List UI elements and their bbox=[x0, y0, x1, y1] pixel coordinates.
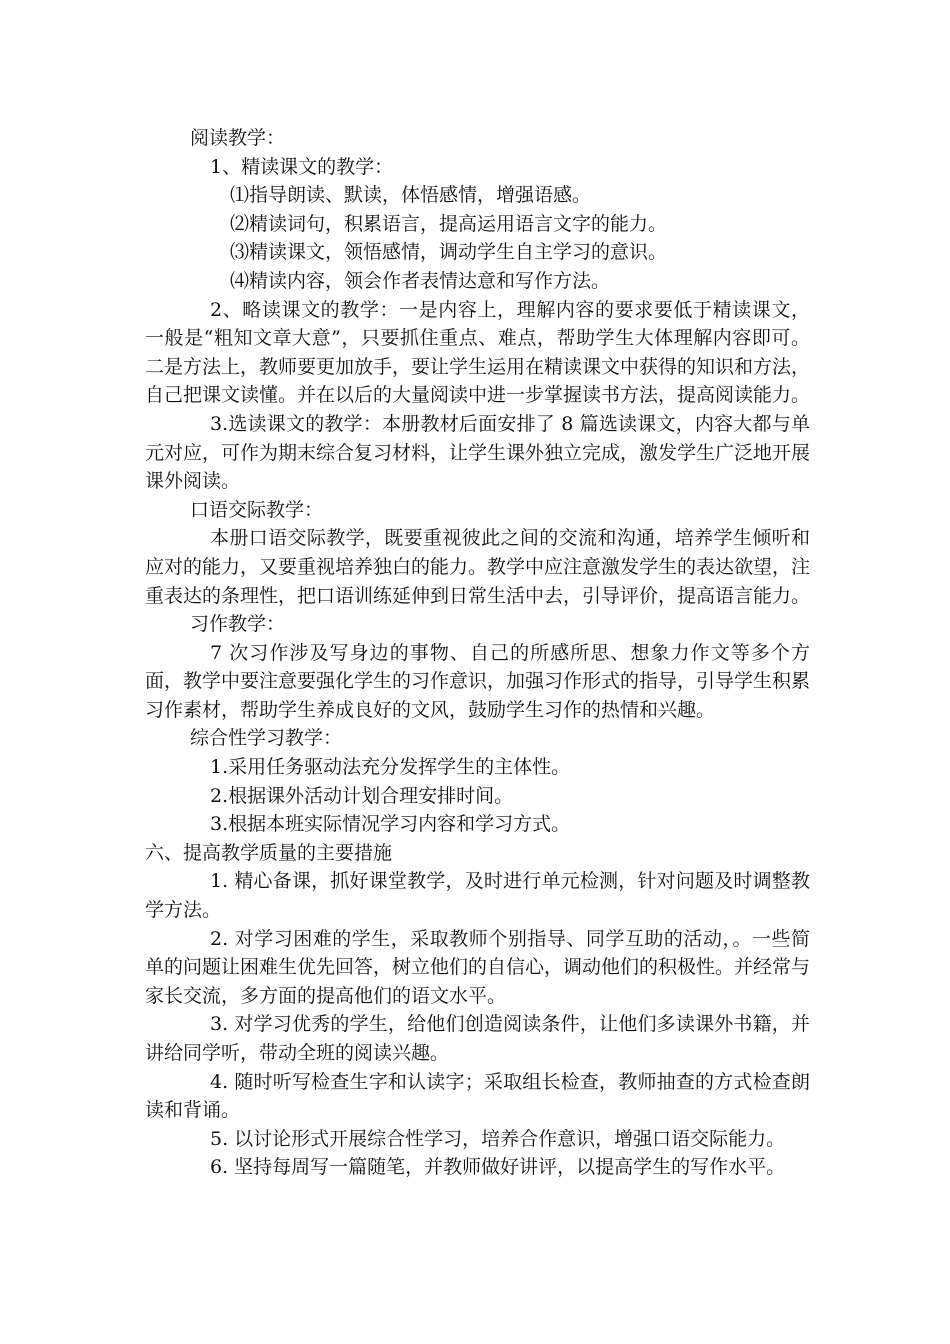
measure-item: 2. 对学习困难的学生，采取教师个别指导、同学互助的活动，。一些简单的问题让困难生优先回答，树立他们的自信心，调动他们的积极性。并经常与家长交流，多方面的提高他们的语文水平。 bbox=[145, 927, 811, 1007]
measure-item: 3. 对学习优秀的学生，给他们创造阅读条件，让他们多读课外书籍，并讲给同学听，带动全班的阅读兴趣。 bbox=[145, 1013, 810, 1064]
integrated-item: 1.采用任务驱动法充分发挥学生的主体性。 bbox=[210, 756, 571, 779]
section-six-heading: 六、提高教学质量的主要措施 bbox=[145, 841, 393, 864]
skim-paragraph: 2、略读课文的教学：一是内容上，理解内容的要求要低于精读课文，一般是“粗知文章大意”，只要抓住重点、难点，帮助学生大体理解内容即可。二是方法上，教师要更加放手，要让学生运用在精读课文中获得的知识和方法，自己把课文读懂。并在以后的大量阅读中进一步掌握读书方法，提高阅读能力。 bbox=[145, 298, 811, 407]
measure-item: 5. 以讨论形式开展综合性学习，培养合作意识，增强口语交际能力。 bbox=[210, 1127, 786, 1150]
integrated-heading: 综合性学习教学： bbox=[190, 727, 343, 750]
elective-paragraph: 3.选读课文的教学：本册教材后面安排了 8 篇选读课文，内容大都与单元对应，可作为期末综合复习材料，让学生课外独立完成，激发学生广泛地开展课外阅读。 bbox=[145, 412, 811, 493]
reading-heading: 阅读教学： bbox=[190, 127, 286, 149]
intensive-item: ⑴指导朗读、默读，体悟感情，增强语感。 bbox=[230, 184, 592, 207]
integrated-item: 3.根据本班实际情况学习内容和学习方式。 bbox=[210, 813, 571, 836]
measure-item: 4. 随时听写检查生字和认读字；采取组长检查，教师抽查的方式检查朗读和背诵。 bbox=[145, 1070, 810, 1122]
intensive-item: ⑶精读课文，领悟感情，调动学生自主学习的意识。 bbox=[230, 241, 668, 264]
intensive-item: ⑵精读词句，积累语言，提高运用语言文字的能力。 bbox=[230, 212, 668, 235]
oral-paragraph: 本册口语交际教学，既要重视彼此之间的交流和沟通，培养学生倾听和应对的能力，又要重视培养独白的能力。教学中应注意激发学生的表达欲望，注重表达的条理性，把口语训练延伸到日常生活中去，引导评价，提高语言能力。 bbox=[145, 527, 811, 607]
measure-item: 6. 坚持每周写一篇随笔，并教师做好讲评，以提高学生的写作水平。 bbox=[210, 1156, 786, 1179]
oral-heading: 口语交际教学： bbox=[190, 498, 324, 521]
document-body bbox=[145, 124, 810, 1182]
integrated-item: 2.根据课外活动计划合理安排时间。 bbox=[210, 784, 514, 807]
writing-heading: 习作教学： bbox=[190, 613, 286, 636]
writing-paragraph: 7 次习作涉及写身边的事物、自己的所感所思、想象力作文等多个方面，教学中要注意要强化学生的习作意识，加强习作形式的指导，引导学生积累习作素材，帮助学生养成良好的文风，鼓励学生习作的热情和兴趣。 bbox=[145, 641, 811, 721]
intensive-heading: 1、精读课文的教学： bbox=[210, 155, 394, 178]
measure-item: 1. 精心备课，抓好课堂教学，及时进行单元检测，针对问题及时调整教学方法。 bbox=[145, 870, 810, 922]
intensive-item: ⑷精读内容，领会作者表情达意和写作方法。 bbox=[230, 269, 611, 292]
